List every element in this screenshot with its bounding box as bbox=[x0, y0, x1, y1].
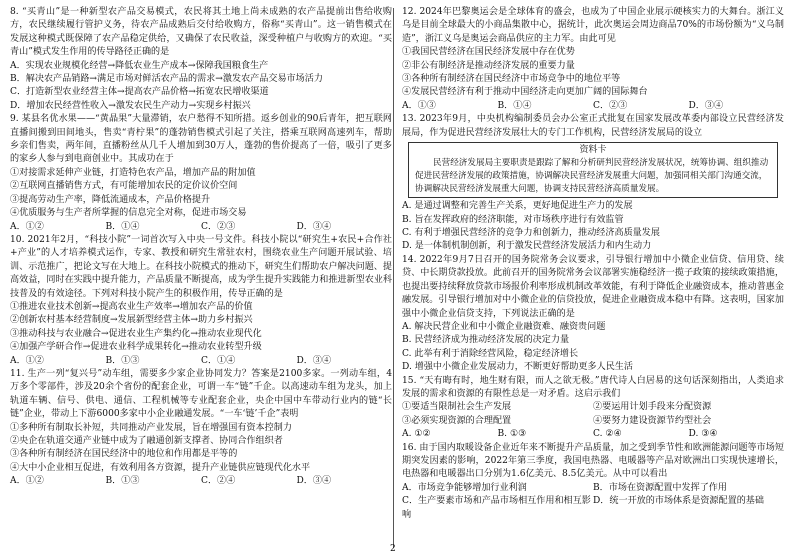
q10-answer-d: D．③④ bbox=[296, 355, 332, 366]
q14-option-c: C. 此举有利于消除经营风险，稳定经济增长 bbox=[402, 348, 579, 359]
q15-stem: 15. “天有晦有时，地生财有限，而人之欲无极。”唐代诗人白居易的这句话深刻指出，人类追求发展的需求和资源的有限性总是一对矛盾。这启示我们 bbox=[402, 375, 784, 399]
q10-stem: 10. 2021年2月，“科技小院”一词首次写入中央一号文件。科技小院以“研究生+农民+合作社+产业”的人才培养模式运作，专家、教授和研究生常驻农村，围绕农业生产问题开展试验、培训、示范推广，把论文写在大地上。在科技小院模式的推动下，研究生们帮助农户解决问题、提高效益，同时在实践中提升能力，产品质量不断提高，成为学生提升实践能力和推进新型农业科技普及的有效途径。下列对科技小院产生的积极作用，传导正确的是 bbox=[10, 234, 392, 299]
q11-answer-a: A．①② bbox=[10, 476, 44, 487]
q11-answer-b: B．①③ bbox=[105, 476, 140, 487]
q8-option-a: A．实现农业规模化经营→降低农业生产成本→保障我国粮食生产 bbox=[10, 60, 269, 71]
q12-statement-3: ③各种所有制经济在国民经济中市场竞争中的地位平等 bbox=[402, 74, 621, 85]
q15-statements-row-2 bbox=[402, 415, 784, 428]
q11-statement-1: ①多种所有制取长补短，共同推动产业发展，旨在增强国有资本控制力 bbox=[10, 422, 292, 433]
q9-answer-d: D．③④ bbox=[296, 221, 332, 232]
q14-stem: 14. 2022年9月7日召开的国务院常务会议要求，引导银行增加中小微企业信贷、信用贷、续贷、中长期贷款投放。此前召开的国务院常务会议部署实施稳经济一揽子政策的接续政策措施，也提出要持续释放贷款市场报价利率形成机制改革效能，有利于降低企业融资成本，推动普惠金融发展。引导银行增加对中小微企业的信贷投放，促进企业融资成本稳中有降。这表明，国家加强中小微企业信贷支持，下列说法正确的是 bbox=[402, 254, 784, 319]
q10-statement-4: ④加强产学研合作→促进农业科学成果转化→推动农业转型升级 bbox=[10, 342, 262, 353]
q10-answer-a: A．①② bbox=[10, 355, 44, 366]
q12-statement-1: ①我国民营经济在国民经济发展中存在优势 bbox=[402, 47, 575, 58]
q15-statement-4: ④要努力建设资源节约型社会 bbox=[593, 415, 712, 426]
q9-answer-c: C．②③ bbox=[201, 221, 236, 232]
q12-answer-c: C．②③ bbox=[593, 100, 628, 111]
q13-stem: 13. 2023年9月，中央机构编制委员会办公室正式批复在国家发展改革委内部设立民营经济发展局，作为促进民营经济发展壮大的专门工作机构，民营经济发展局的设立 bbox=[402, 114, 784, 138]
q16-option-c: C．生产要素市场和产品市场相互作用和相互影响 bbox=[402, 496, 591, 520]
q15-statement-2: ②要运用计划手段来分配资源 bbox=[593, 402, 712, 413]
info-card-text: 民营经济发展局主要职责是跟踪了解和分析研判民营经济发展状况，统筹协调、组织推动促进民营经济发展的政策措施，协调解决民营经济发展重大问题，加强同相关部门沟通交流，协调解决民营经济发展重大问题，协调支持民营经济高质量发展。 bbox=[415, 158, 769, 194]
info-card-title: 资料卡 bbox=[579, 145, 607, 156]
q14-option-a: A. 解决民营企业和中小微企业融资难、融资贵问题 bbox=[402, 321, 606, 332]
q12-answer-d: D．③④ bbox=[688, 100, 724, 111]
q15-statements-row-1 bbox=[402, 401, 784, 414]
q8-option-d: D．增加农民经营性收入→激发农民生产动力→实现乡村振兴 bbox=[10, 100, 251, 111]
q10-answer-c: C．①④ bbox=[201, 355, 236, 366]
q9-answer-b: B．①④ bbox=[105, 221, 140, 232]
q16-option-b: B．市场在资源配置中发挥了作用 bbox=[593, 482, 727, 493]
q10-statement-1: ①推进农业技术创新→提高农业生产效率→增加农产品的价值 bbox=[10, 301, 253, 312]
q12-answer-b: B．①④ bbox=[497, 100, 532, 111]
q11-answer-row bbox=[10, 475, 392, 488]
q15-statement-3: ③必须实现资源的合理配置 bbox=[402, 415, 512, 426]
q15-answer-b: B. ①③ bbox=[497, 429, 527, 440]
info-card bbox=[408, 142, 778, 198]
q10-answer-row bbox=[10, 355, 392, 368]
q12-answer-row bbox=[402, 100, 784, 113]
q16-option-d: D．统一开放的市场体系是资源配置的基础 bbox=[593, 496, 764, 507]
q9-statement-2: ②互联网直播销售方式，有可能增加农民的定价议价空间 bbox=[10, 181, 238, 192]
q11-answer-c: C．②④ bbox=[201, 476, 236, 487]
q8-option-c: C．打造新型农业经营主体→提高农产品价格→拓宽农民增收渠道 bbox=[10, 87, 269, 98]
q10-statement-3: ③推动科技与农业融合→促进农业生产集约化→推动农业现代化 bbox=[10, 328, 262, 339]
q16-option-a: A．市场竞争能够增加行业利润 bbox=[402, 482, 527, 493]
q8-stem: 8. “买青山”是一种新型农产品交易模式，农民将其土地上尚未成熟的农产品提前出售给收购方，农民继续履行管护义务，待农产品成熟后交付给收购方，俗称“买青山”。这一销售模式在发展这种模式既保障了农产品稳定供给，又确保了农民收益，深受种植户与收购方的欢迎。“买青山”模式发生作用的传导路径正确的是 bbox=[10, 7, 392, 58]
q12-statement-2: ②非公有制经济是推动经济发展的重要力量 bbox=[402, 60, 575, 71]
q16-stem: 16. 由于国内取暖设备企业近年来不断提升产品质量，加之受到季节性和欧洲能源问题等市场短期突发因素的影响，2022年第三季度，我国电热器、电暖器等产品对欧洲出口实现快速增长，电热器和电暖器出口分别为1.6亿美元、8.5亿美元。从中可以看出 bbox=[402, 442, 784, 480]
left-column bbox=[10, 6, 392, 489]
q15-statement-1: ①要适当限制社会生产发展 bbox=[402, 402, 512, 413]
q15-answer-c: C. ②④ bbox=[593, 429, 622, 440]
q9-statement-3: ③提高劳动生产率，降低流通成本，产品价格提升 bbox=[10, 194, 211, 205]
q12-answer-a: A．①③ bbox=[402, 100, 436, 111]
q8-option-b: B．解决农产品销路→满足市场对鲜活农产品的需求→激发农产品交易市场活力 bbox=[10, 74, 323, 85]
q9-statement-4: ④优质服务与生产者所掌握的信息完全对称，促进市场交易 bbox=[10, 208, 247, 219]
q13-option-b: B. 旨在发挥政府的经济职能，对市场秩序进行有效监管 bbox=[402, 214, 624, 225]
q9-statement-1: ①对接需求延伸产业链，打造特色农产品，增加产品的附加值 bbox=[10, 167, 256, 178]
q11-statement-4: ④大中小企业相互促进，有效利用各方资源，提升产业链供应链现代化水平 bbox=[10, 462, 311, 473]
q10-answer-b: B．①③ bbox=[105, 355, 140, 366]
q11-statement-3: ③各种所有制经济在国民经济中的地位和作用都是平等的 bbox=[10, 449, 238, 460]
q12-stem: 12. 2024年巴黎奥运会是全球体育的盛会，也成为了中国企业展示硬核实力的大舞台。浙江义乌是目前全球最大的小商品集散中心，据统计，此次奥运会周边商品70%的市场份额为“义乌制造”，浙江义乌是奥运会商品供应的主力军。由此可见 bbox=[402, 7, 784, 44]
column-divider bbox=[393, 8, 394, 548]
q9-stem: 9. 某县名优水果——“黄晶果”大量滞销，农户愁得不知所措。返乡创业的90后青年，把互联网直播间搬到田间地头，售卖“青柠果”的蓬勃销售模式引起了关注，搭乘互联网高速列车，帮助乡亲们售卖，两年间，直播粉丝从几千人增加到30万人，蓬勃的售价提高了一倍，吸引了更多的家乡人参与到电商创业中。其成功在于 bbox=[10, 114, 392, 165]
q10-statement-2: ②创新农村基本经营制度→发展新型经营主体→助力乡村振兴 bbox=[10, 315, 253, 326]
q9-answer-a: A．①② bbox=[10, 221, 44, 232]
q16-options-row-1 bbox=[402, 482, 784, 495]
q15-answer-row bbox=[402, 428, 784, 441]
q15-answer-a: A. ①② bbox=[402, 429, 431, 440]
q13-option-d: D. 是一体制机制创新，利于激发民营经济发展活力和内生动力 bbox=[402, 241, 652, 252]
q9-answer-row bbox=[10, 221, 392, 234]
right-column bbox=[402, 6, 784, 522]
q13-option-a: A. 是通过调整和完善生产关系，更好地促进生产力的发展 bbox=[402, 201, 633, 212]
page-number: 2 bbox=[390, 544, 396, 554]
q11-answer-d: D．③④ bbox=[296, 476, 332, 487]
q14-option-b: B. 民营经济成为推动经济发展的决定力量 bbox=[402, 335, 570, 346]
q11-statement-2: ②央企在轨道交通产业链中成为了融通创新支撑者、协同合作组织者 bbox=[10, 436, 283, 446]
q11-stem: 11. 生产一列“复兴号”动车组，需要多少家企业协同发力？答案是2100多家。一列动车组，4万多个零部件，涉及20余个省份的配套企业，可谓一车“链”千企。以高速动车组为龙头，加上轨道车辆、信号、供电、通信、工程机械等专业配套企业，央企中国中车带动行业内的链“长链”企业，带动上下游6000多家中小企业融通发展。“一车‘链’千企”表明 bbox=[10, 368, 392, 420]
q14-option-d: D. 增强中小微企业发展动力，不断更好帮助更多人民生活 bbox=[402, 362, 633, 373]
q15-answer-d: D. ③④ bbox=[688, 429, 718, 440]
q16-options-row-2 bbox=[402, 495, 784, 522]
q13-option-c: C. 有利于增强民营经济的竞争力和创新力，推动经济高质量发展 bbox=[402, 228, 660, 239]
q12-statement-4: ④发展民营经济有利于推动中国经济走向更加广阔的国际舞台 bbox=[402, 87, 648, 98]
